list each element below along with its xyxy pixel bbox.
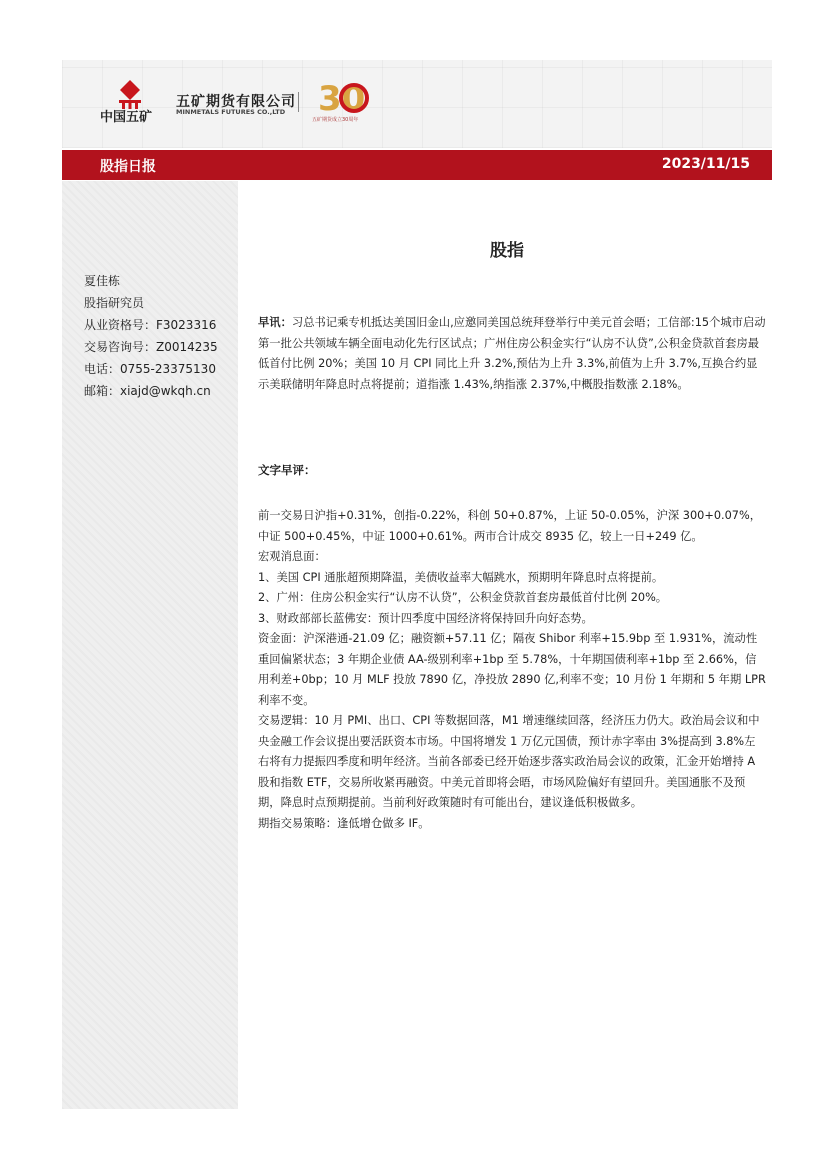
morning-review (258, 506, 766, 834)
company-name-cn: 五矿期货有限公司 (176, 94, 296, 110)
author-email: 邮箱：xiajd@wkqh.cn (84, 384, 211, 398)
anniversary-text: 五矿期货成立30周年 (312, 117, 359, 123)
author-consult-number: 交易咨询号：Z0014235 (84, 340, 218, 354)
review-paragraph: 资金面：沪深港通-21.09 亿；融资额+57.11 亿；隔夜 Shibor 利率+15.9bp 至 1.931%，流动性重回偏紧状态；3 年期企业债 AA-级别利率+1bp 至 5.78%，十年期国债利率+1bp 至 2.66%，信用利差+0bp；10 月 MLF 投放 7890 亿，净投放 2890 亿,利率不变；10 月份 1 年期和 5 年期 LPR 利率不变。 (258, 632, 766, 707)
brief-text: 习总书记乘专机抵达美国旧金山,应邀同美国总统拜登举行中美元首会晤；工信部:15个城市启动第一批公共领域车辆全面电动化先行区试点；广州住房公积金实行“认房不认贷”,公积金贷款首套房最低首付比例 20%；美国 10 月 CPI 同比上升 3.2%,预估为上升 3.3%,前值为上升 3.7%,互换合约显示美联储明年降息时点将提前；道指涨 1.43%,纳指涨 2.37%,中概股指数涨 2.18%。 (258, 316, 766, 391)
review-paragraph: 期指交易策略：逢低增仓做多 IF。 (258, 816, 430, 830)
header-divider (298, 92, 299, 112)
brief-label: 早讯： (258, 316, 292, 329)
report-date: 2023/11/15 (661, 156, 750, 172)
report-type-title: 股指日报 (100, 159, 156, 175)
header-band (62, 60, 772, 148)
review-paragraph: 前一交易日沪指+0.31%，创指-0.22%，科创 50+0.87%，上证 50-0.05%，沪深 300+0.07%，中证 500+0.45%，中证 1000+0.61%。两市合计成交 8935 亿，较上一日+249 亿。 (258, 509, 762, 543)
morning-brief (258, 313, 766, 395)
page-title: 股指 (490, 241, 524, 261)
review-paragraph: 交易逻辑：10 月 PMI、出口、CPI 等数据回落，M1 增速继续回落，经济压力仍大。政治局会议和中央金融工作会议提出要活跃资本市场。中国将增发 1 万亿元国债，预计赤字率由 3%提高到 3.8%左右将有力提振四季度和明年经济。当前各部委已经开始逐步落实政治局会议的政策，汇金开始增持 A 股和指数 ETF，交易所收紧再融资。中美元首即将会晤，市场风险偏好有望回升。美国通胀不及预期，降息时点预期提前。当前利好政策随时有可能出台，建议逢低积极做多。 (258, 714, 760, 809)
review-paragraph: 3、财政部部长蓝佛安：预计四季度中国经济将保持回升向好态势。 (258, 611, 593, 625)
company-name-en: MINMETALS FUTURES CO.,LTD (176, 108, 286, 116)
anniversary-number: 30 (318, 79, 366, 119)
author-info (84, 270, 218, 402)
author-qualification: 从业资格号：F3023316 (84, 318, 217, 332)
review-paragraph: 2、广州：住房公积金实行“认房不认贷”，公积金贷款首套房最低首付比例 20%。 (258, 591, 668, 604)
author-phone: 电话：0755-23375130 (84, 362, 216, 376)
review-heading: 文字早评： (258, 463, 316, 477)
review-paragraph: 宏观消息面： (258, 550, 326, 563)
author-role: 股指研究员 (84, 296, 145, 310)
logo-text: 中国五矿 (100, 110, 153, 125)
review-paragraph: 1、美国 CPI 通胀超预期降温，美债收益率大幅跳水，预期明年降息时点将提前。 (258, 570, 664, 584)
author-name: 夏佳栋 (84, 274, 121, 288)
